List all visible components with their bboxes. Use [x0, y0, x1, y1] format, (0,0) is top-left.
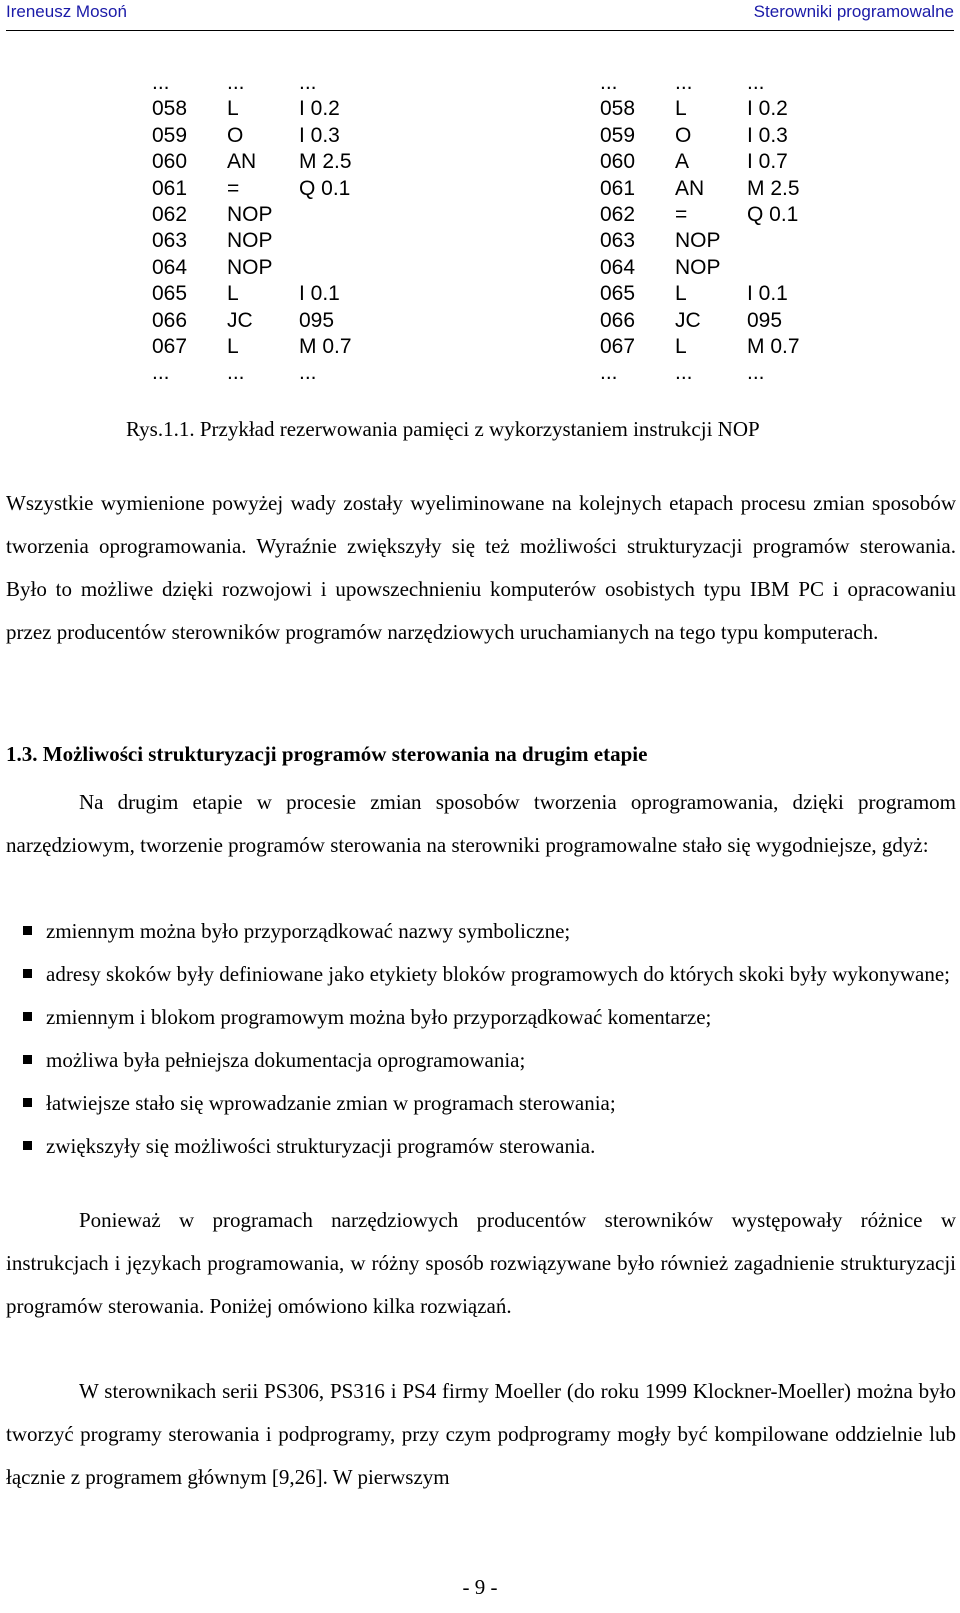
operand: M 2.5 — [747, 176, 800, 200]
operand: ... — [747, 361, 765, 385]
instruction: O — [227, 123, 244, 147]
paragraph: Ponieważ w programach narzędziowych producentów sterowników występowały różnice w instrukcjach i językach programowania, w różny sposób rozwiązywane było również zagadnienie strukturyzacji programów sterowania. Poniżej omówiono kilka rozwiązań. — [6, 1208, 956, 1318]
instruction: L — [675, 334, 687, 358]
instruction: A — [675, 150, 690, 174]
line-number: 059 — [600, 123, 636, 147]
bullet-item: łatwiejsze stało się wprowadzanie zmian w programach sterowania; — [6, 1082, 956, 1125]
line-number: 061 — [152, 176, 188, 200]
line-number: 058 — [152, 97, 188, 121]
line-number: 065 — [600, 282, 636, 306]
instruction: L — [227, 334, 239, 358]
instruction: ... — [675, 361, 693, 385]
line-number: 059 — [152, 123, 188, 147]
operand: I 0.2 — [299, 97, 340, 121]
page-header — [6, 0, 954, 31]
instruction: JC — [675, 308, 701, 332]
bullet-item: zmiennym i blokom programowym można było przyporządkować komentarze; — [6, 996, 956, 1039]
line-number: 065 — [152, 282, 188, 306]
line-number: 060 — [600, 150, 636, 174]
operand: M 0.7 — [299, 334, 352, 358]
instruction: L — [227, 282, 239, 306]
line-number: 062 — [600, 202, 636, 226]
instruction: AN — [227, 150, 257, 174]
operand: Q 0.1 — [747, 202, 799, 226]
line-number: 061 — [600, 176, 636, 200]
instruction: NOP — [227, 202, 273, 226]
paragraph: Na drugim etapie w procesie zmian sposobów tworzenia oprogramowania, dzięki programom narzędziowym, tworzenie programów sterowania na sterowniki programowalne stało się wygodniejsze, gdyż: — [6, 790, 956, 857]
header-title: Sterowniki programowalne — [753, 2, 954, 21]
operand: I 0.7 — [747, 150, 788, 174]
line-number: ... — [152, 71, 170, 94]
paragraph: Wszystkie wymienione powyżej wady zostały wyeliminowane na kolejnych etapach procesu zmian sposobów tworzenia oprogramowania. Wyraźnie zwiększyły się też możliwości strukturyzacji programów sterowania. Było to możliwe dzięki rozwojowi i upowszechnieniu komputerów osobistych typu IBM PC i opracowaniu przez producentów sterowników programów narzędziowych uruchamianych na tego typu komputerach. — [6, 491, 956, 644]
operand: I 0.2 — [747, 97, 788, 121]
line-number: 060 — [152, 150, 188, 174]
section-heading: 1.3. Możliwości strukturyzacji programów sterowania na drugim etapie — [6, 742, 648, 766]
bullet-item: adresy skoków były definiowane jako etykiety bloków programowych do których skoki były wykonywane; — [6, 953, 956, 996]
operand: I 0.3 — [299, 123, 340, 147]
instruction: JC — [227, 308, 253, 332]
operand: ... — [747, 71, 765, 94]
bullet-item: zmiennym można było przyporządkować nazwy symboliczne; — [6, 910, 956, 953]
line-number: 067 — [152, 334, 188, 358]
instruction: NOP — [227, 255, 273, 279]
line-number: 064 — [600, 255, 636, 279]
line-number: ... — [152, 361, 170, 385]
operand: I 0.3 — [747, 123, 788, 147]
line-number: 066 — [152, 308, 188, 332]
instruction: AN — [675, 176, 705, 200]
operand: ... — [299, 71, 317, 94]
bullet-item: możliwa była pełniejsza dokumentacja oprogramowania; — [6, 1039, 956, 1082]
instruction: L — [675, 97, 687, 121]
operand: M 0.7 — [747, 334, 800, 358]
line-number: 058 — [600, 97, 636, 121]
instruction: NOP — [227, 229, 273, 253]
line-number: ... — [600, 71, 618, 94]
figure-caption: Rys.1.1. Przykład rezerwowania pamięci z wykorzystaniem instrukcji NOP — [126, 417, 760, 441]
paragraph: W sterownikach serii PS306, PS316 i PS4 firmy Moeller (do roku 1999 Klockner-Moeller) można było tworzyć programy sterowania i podprogramy, przy czym podprogramy mogły być kompilowane oddzielnie lub łącznie z programem głównym [9,26]. W pierwszym — [6, 1379, 956, 1489]
line-number: 064 — [152, 255, 188, 279]
bullet-item: zwiększyły się możliwości strukturyzacji programów sterowania. — [6, 1125, 956, 1168]
page-number: - 9 - — [462, 1575, 498, 1599]
instruction: L — [227, 97, 239, 121]
operand: 095 — [299, 308, 335, 332]
line-number: 063 — [600, 229, 636, 253]
operand: 095 — [747, 308, 783, 332]
line-number: 062 — [152, 202, 188, 226]
instruction: L — [675, 282, 687, 306]
instruction: ... — [227, 71, 245, 94]
line-number: 067 — [600, 334, 636, 358]
instruction: = — [675, 202, 688, 226]
instruction: ... — [227, 361, 245, 385]
operand: I 0.1 — [747, 282, 788, 306]
line-number: 063 — [152, 229, 188, 253]
instruction: = — [227, 176, 240, 200]
operand: M 2.5 — [299, 150, 352, 174]
operand: Q 0.1 — [299, 176, 351, 200]
header-author: Ireneusz Mosoń — [6, 2, 127, 21]
instruction: ... — [675, 71, 693, 94]
instruction: O — [675, 123, 692, 147]
operand: I 0.1 — [299, 282, 340, 306]
bullet-list — [6, 910, 956, 1168]
line-number: 066 — [600, 308, 636, 332]
line-number: ... — [600, 361, 618, 385]
operand: ... — [299, 361, 317, 385]
instruction: NOP — [675, 255, 721, 279]
instruction: NOP — [675, 229, 721, 253]
